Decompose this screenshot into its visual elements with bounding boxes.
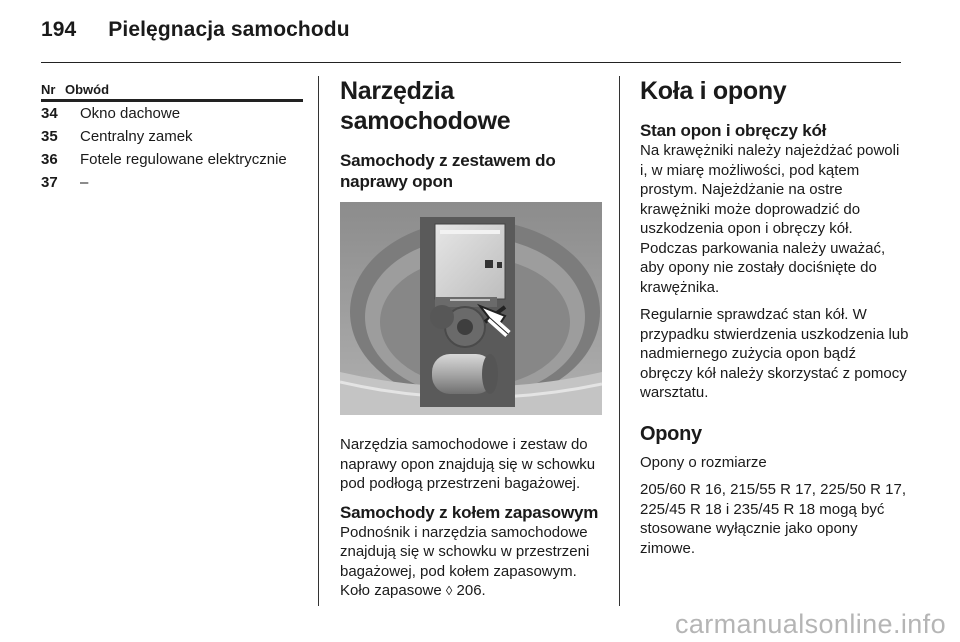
table-row xyxy=(41,102,303,125)
row-name: Centralny zamek xyxy=(80,128,193,145)
subheading: Samochody z zestawem do naprawy opon xyxy=(340,151,556,191)
row-number: 36 xyxy=(41,151,58,168)
reference-arrow-icon: ◊ xyxy=(445,583,453,598)
paragraph: Na krawężniki należy najeżdżać powoli i, w miarę możliwości, pod kątem prostym. Najeżdżanie na ostre krawężniki może doprowadzić do uszkodzenia opon i obręczy kół. Podczas parkowania należy uważać, aby opony nie zostały dociśnięte do krawężnika. xyxy=(640,142,900,296)
row-name: Fotele regulowane elektrycznie xyxy=(80,151,287,168)
tools-section xyxy=(340,76,604,601)
section-heading: Koła i opony xyxy=(640,77,787,105)
row-number: 37 xyxy=(41,174,58,191)
page-number: 194 xyxy=(41,18,77,41)
row-name: Okno dachowe xyxy=(80,105,181,122)
wheels-section xyxy=(640,76,910,558)
trunk-illustration xyxy=(340,202,602,415)
column-header-name: Obwód xyxy=(65,82,110,97)
page-title: Pielęgnacja samochodu xyxy=(108,18,350,41)
page-reference[interactable]: 206. xyxy=(456,582,486,599)
section-heading: Opony xyxy=(640,422,702,445)
column-header-nr: Nr xyxy=(41,82,56,97)
paragraph: Regularnie sprawdzać stan kół. W przypadku stwierdzenia uszkodzenia lub nadmiernego zużycia opon bądź obręczy kół należy skorzystać z pomocy warsztatu. xyxy=(640,306,909,401)
paragraph xyxy=(340,523,604,601)
paragraph: 205/60 R 16, 215/55 R 17, 225/50 R 17, 225/45 R 18 i 235/45 R 18 mogą być stosowane wyłącznie jako opony zimowe. xyxy=(640,481,907,557)
row-number: 34 xyxy=(41,105,58,122)
column-divider xyxy=(318,76,319,606)
row-number: 35 xyxy=(41,128,58,145)
paragraph: Opony o rozmiarze xyxy=(640,453,767,471)
table-header xyxy=(41,82,303,102)
table-row xyxy=(41,125,303,148)
section-heading: Narzędzia samochodowe xyxy=(340,77,511,135)
trunk-photo xyxy=(340,202,602,415)
paragraph: Narzędzia samochodowe i zestaw do naprawy opon znajdują się w schowku pod podłogą przestrzeni bagażowej. xyxy=(340,436,596,492)
table-row xyxy=(41,148,303,171)
subheading: Samochody z kołem zapasowym xyxy=(340,502,599,522)
page-header xyxy=(41,18,350,42)
paragraph-text: Podnośnik i narzędzia samochodowe znajdują się w schowku w przestrzeni bagażowej, pod kołem zapasowym. Koło zapasowe xyxy=(340,523,590,599)
table-row xyxy=(41,171,303,194)
header-rule xyxy=(41,62,901,63)
subheading: Stan opon i obręczy kół xyxy=(640,121,827,140)
watermark: carmanualsonline.info xyxy=(674,609,946,639)
column-divider xyxy=(619,76,620,606)
fuse-table xyxy=(41,82,303,194)
row-name: – xyxy=(80,174,89,191)
